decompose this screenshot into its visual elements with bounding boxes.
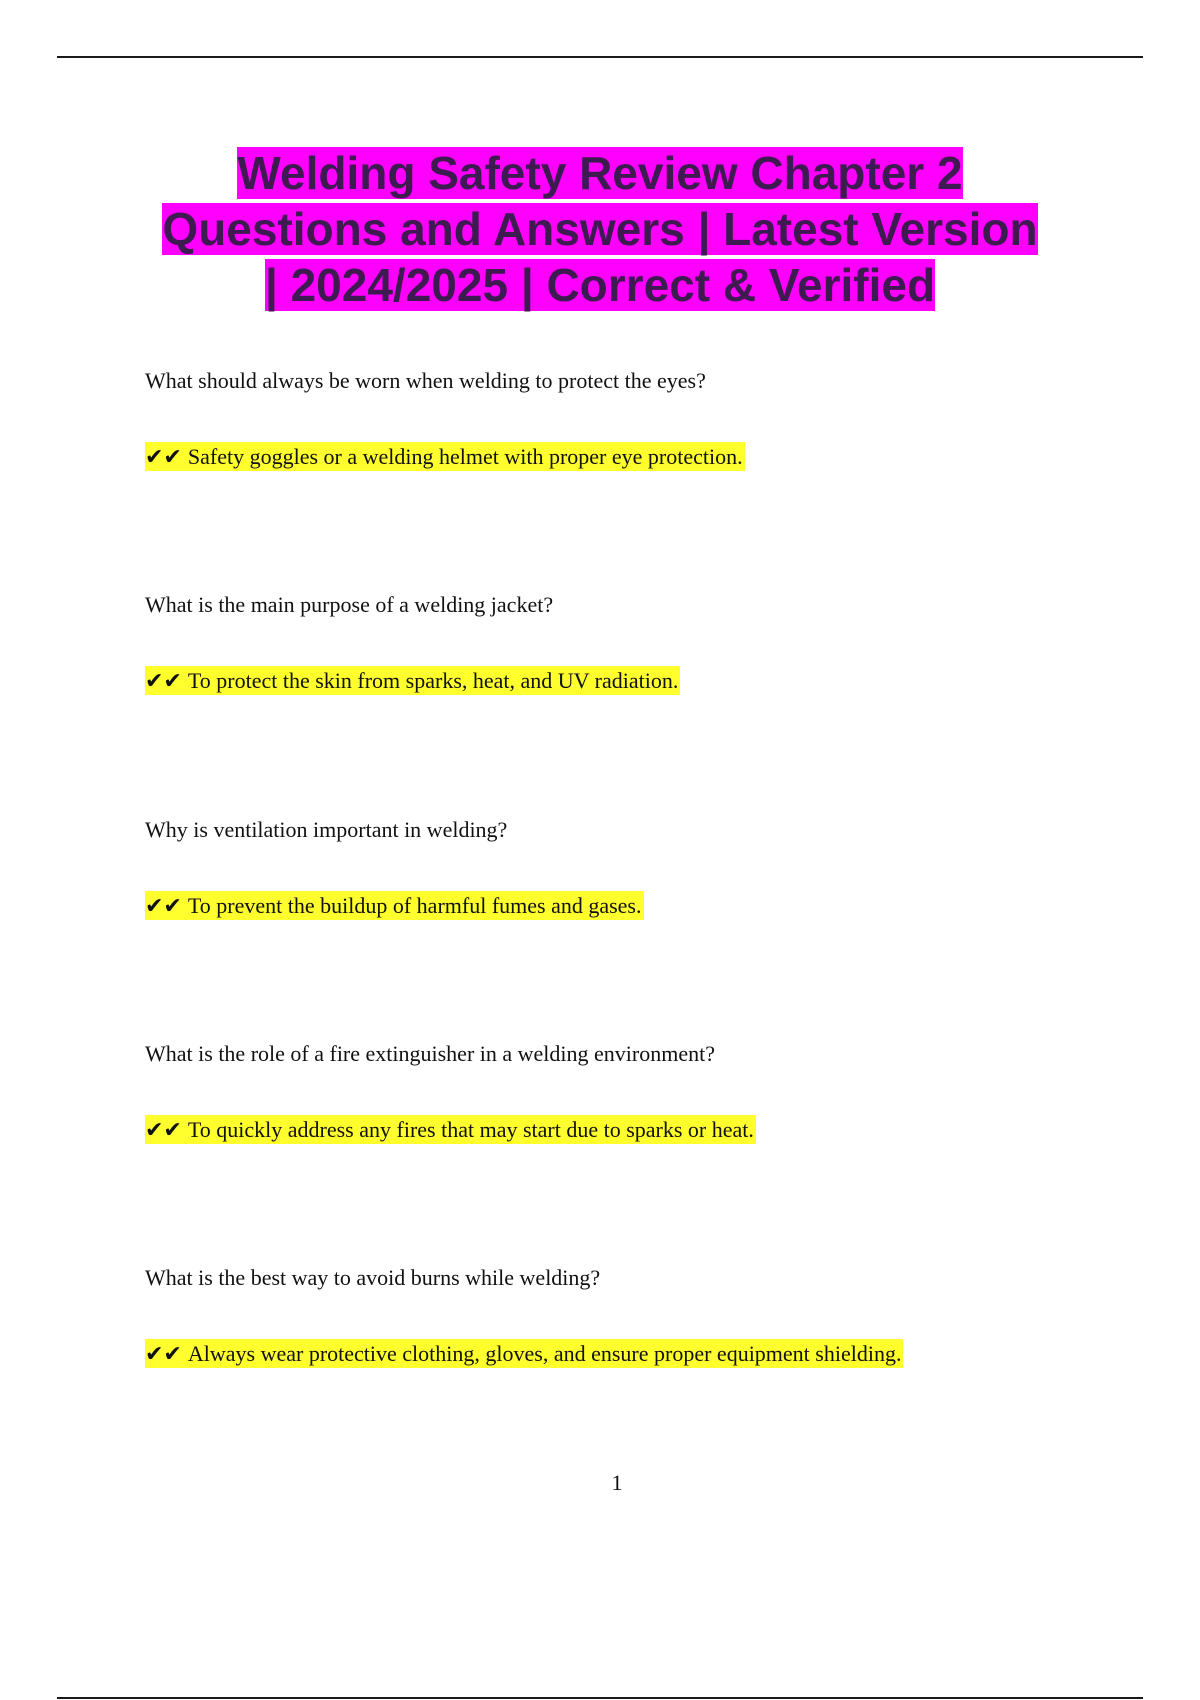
- answer-1-text: Safety goggles or a welding helmet with proper eye protection.: [187, 444, 743, 469]
- answer-2-text: To protect the skin from sparks, heat, and UV radiation.: [187, 668, 679, 693]
- bottom-rule: [57, 1697, 1143, 1699]
- check-mark-icon: ✔✔: [145, 1118, 182, 1143]
- question-1: What should always be worn when welding to protect the eyes?: [145, 368, 706, 393]
- qa-item-1: [145, 367, 1065, 470]
- check-mark-icon: ✔✔: [145, 894, 182, 919]
- qa-item-3: [145, 816, 1065, 919]
- top-rule: [57, 56, 1143, 58]
- question-2: What is the main purpose of a welding jacket?: [145, 592, 554, 617]
- qa-item-4: [145, 1040, 1065, 1143]
- answer-3-text: To prevent the buildup of harmful fumes and gases.: [187, 893, 642, 918]
- answer-3: [145, 891, 644, 922]
- question-3: Why is ventilation important in welding?: [145, 817, 508, 842]
- answer-4-text: To quickly address any fires that may start due to sparks or heat.: [187, 1117, 754, 1142]
- document-title: [120, 145, 1080, 313]
- answer-1: [145, 442, 745, 473]
- qa-item-2: [145, 591, 1065, 694]
- qa-item-5: [145, 1264, 1065, 1367]
- check-mark-icon: ✔✔: [145, 1342, 182, 1367]
- title-line-1: Welding Safety Review Chapter 2: [237, 147, 963, 199]
- question-4: What is the role of a fire extinguisher in a welding environment?: [145, 1041, 715, 1066]
- answer-5-text: Always wear protective clothing, gloves, and ensure proper equipment shielding.: [187, 1341, 902, 1366]
- page-number: 1: [611, 1470, 623, 1495]
- answer-2: [145, 666, 680, 697]
- title-line-3: | 2024/2025 | Correct & Verified: [264, 259, 936, 311]
- question-5: What is the best way to avoid burns while welding?: [145, 1265, 601, 1290]
- answer-4: [145, 1115, 756, 1146]
- check-mark-icon: ✔✔: [145, 445, 182, 470]
- title-line-2: Questions and Answers | Latest Version: [162, 203, 1038, 255]
- answer-5: [145, 1339, 903, 1370]
- check-mark-icon: ✔✔: [145, 669, 182, 694]
